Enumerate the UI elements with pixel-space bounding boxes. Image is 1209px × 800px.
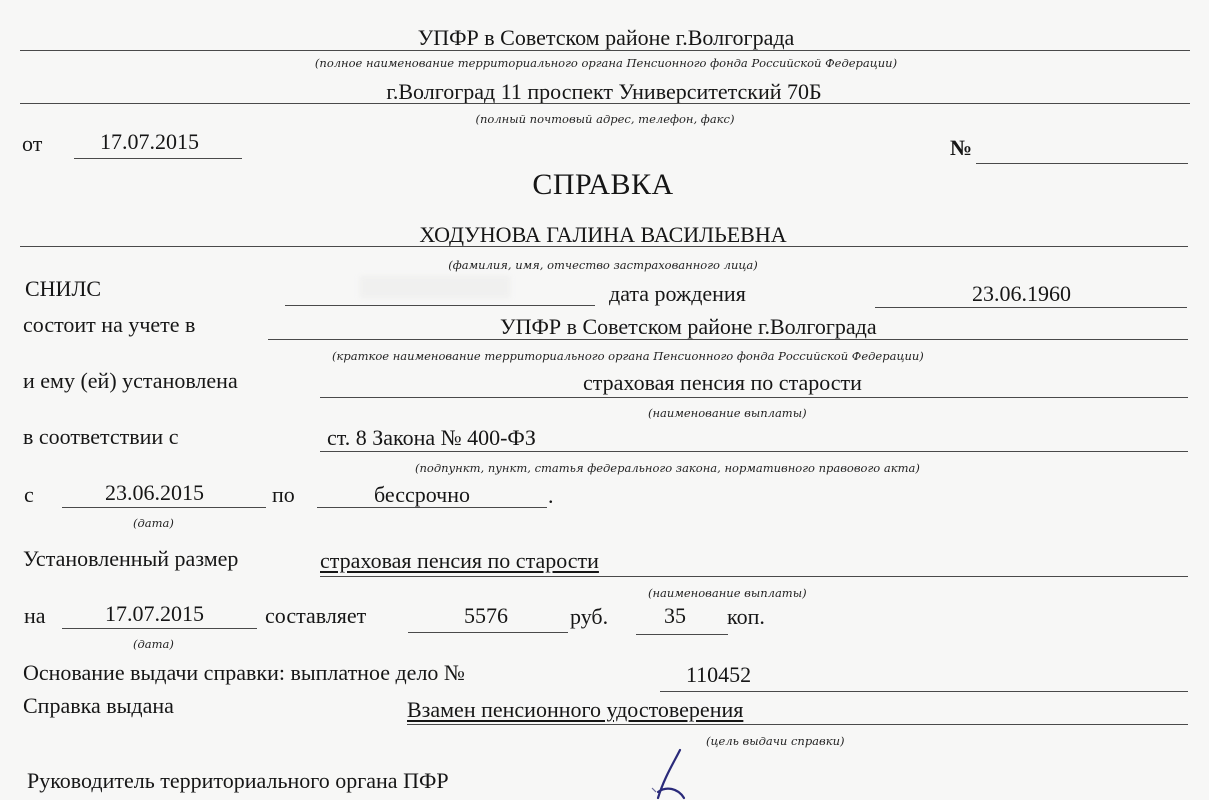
period-to-value: бессрочно [374, 482, 471, 507]
law-reference: ст. 8 Закона № 400-ФЗ [327, 425, 536, 450]
on-date-line [62, 628, 257, 629]
head-label: Руководитель территориального органа ПФР [27, 768, 449, 793]
full-name-hint: (фамилия, имя, отчество застрахованного лица) [448, 258, 758, 272]
period-to-label: по [272, 482, 295, 507]
on-label: на [24, 603, 46, 628]
rubles-label: руб. [570, 604, 609, 629]
amounts-to-label: составляет [265, 603, 367, 628]
according-label: в соответствии с [23, 424, 179, 449]
registered-label: состоит на учете в [23, 312, 196, 337]
amount-payment-name: страховая пенсия по старости [320, 548, 599, 573]
kopecks-value: 35 [664, 603, 686, 628]
registered-org-line [268, 339, 1188, 340]
registered-org: УПФР в Советском районе г.Волгограда [500, 314, 877, 339]
address-hint: (полный почтовый адрес, телефон, факс) [475, 112, 735, 126]
law-reference-hint: (подпункт, пункт, статья федерального закона, нормативного правового акта) [415, 461, 920, 475]
snils-label: СНИЛС [25, 276, 102, 301]
snils-line [285, 305, 595, 306]
law-reference-line [320, 451, 1188, 452]
birth-date-label: дата рождения [609, 281, 746, 306]
organization-full-name: УПФР в Советском районе г.Волгограда [417, 25, 795, 50]
kopecks-label: коп. [727, 604, 765, 629]
amount-label: Установленный размер [23, 546, 239, 571]
signature-icon [640, 748, 710, 800]
kopecks-line [636, 634, 728, 635]
issued-label: Справка выдана [23, 693, 174, 718]
amount-payment-line [320, 576, 1188, 577]
registered-org-hint: (краткое наименование территориального органа Пенсионного фонда Российской Федерации) [332, 349, 924, 363]
rubles-value: 5576 [464, 603, 508, 628]
birth-date-line [875, 307, 1187, 308]
full-name: ХОДУНОВА ГАЛИНА ВАСИЛЬЕВНА [419, 222, 787, 247]
snils-redacted [360, 276, 510, 298]
number-line [976, 163, 1188, 164]
assigned-label: и ему (ей) установлена [23, 368, 238, 393]
issued-purpose-line [407, 724, 1188, 725]
amount-payment-hint: (наименование выплаты) [648, 586, 807, 600]
issued-purpose: Взамен пенсионного удостоверения [407, 697, 744, 722]
case-number: 110452 [686, 662, 752, 687]
organization-line [20, 50, 1190, 51]
period-from-line [62, 507, 266, 508]
payment-name-hint: (наименование выплаты) [648, 406, 807, 420]
period-end-mark: . [548, 483, 554, 508]
issued-purpose-hint: (цель выдачи справки) [706, 734, 845, 748]
from-label: от [22, 131, 43, 156]
payment-name: страховая пенсия по старости [583, 370, 862, 395]
number-label: № [950, 135, 973, 160]
basis-label: Основание выдачи справки: выплатное дело № [23, 660, 465, 685]
case-number-line [660, 691, 1188, 692]
period-to-line [317, 507, 547, 508]
full-name-line [20, 246, 1188, 247]
rubles-line [408, 632, 568, 633]
on-date-hint: (дата) [133, 637, 174, 651]
on-date: 17.07.2015 [105, 601, 204, 626]
from-date: 17.07.2015 [100, 129, 199, 154]
period-from-label: с [24, 482, 34, 507]
address: г.Волгоград 11 проспект Университетский 70Б [386, 79, 822, 104]
period-from-date: 23.06.2015 [105, 480, 204, 505]
period-from-hint: (дата) [133, 516, 174, 530]
from-date-line [74, 158, 242, 159]
address-line [20, 103, 1190, 104]
page-title: СПРАВКА [532, 168, 674, 201]
organization-hint: (полное наименование территориального органа Пенсионного фонда Российской Федерации) [314, 56, 898, 70]
birth-date: 23.06.1960 [972, 281, 1071, 306]
payment-name-line [320, 397, 1188, 398]
